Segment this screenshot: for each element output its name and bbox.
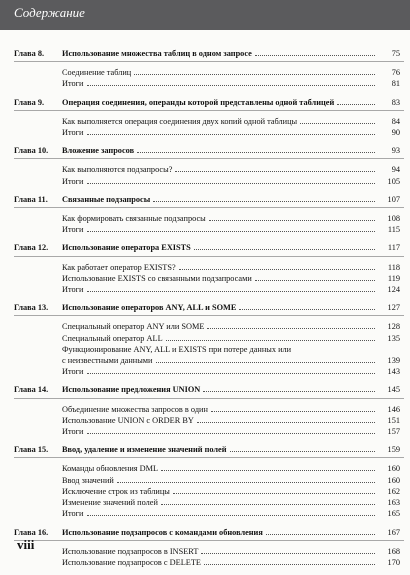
chapter-label: Глава 9. xyxy=(14,97,45,107)
chapter-title-wrap xyxy=(62,444,378,455)
section-entry xyxy=(14,557,404,568)
page-number: viii xyxy=(17,537,35,552)
dot-leader xyxy=(137,152,375,153)
chapter-page: 75 xyxy=(391,49,400,58)
section-entry xyxy=(14,546,404,557)
section-page: 162 xyxy=(387,486,400,496)
section-entry-cont xyxy=(14,355,404,366)
chapter-label: Глава 12. xyxy=(14,243,49,253)
section-title: Как выполняется операция соединения двух копий одной таблицы xyxy=(62,116,298,126)
section-title-wrap xyxy=(62,273,378,284)
section-entry xyxy=(14,415,404,426)
section-title: Исключение строк из таблицы xyxy=(62,486,170,496)
section-entry xyxy=(14,67,404,78)
section-page: 160 xyxy=(387,464,400,474)
dot-leader xyxy=(161,470,375,471)
chapter-rule xyxy=(14,207,404,208)
page-header xyxy=(0,0,410,30)
dot-leader xyxy=(197,422,375,423)
section-title: Как формировать связанные подзапросы xyxy=(62,214,206,224)
chapter-title-wrap xyxy=(62,384,378,395)
chapter-title-wrap xyxy=(62,194,378,205)
section-title: Использование EXISTS со связанными подзапросами xyxy=(62,273,252,283)
toc-chapter xyxy=(14,145,404,187)
section-title: Использование подзапросов в INSERT xyxy=(62,546,199,556)
section-entry xyxy=(14,463,404,474)
section-title-wrap xyxy=(62,127,378,138)
chapter-page: 83 xyxy=(391,97,400,107)
section-title-wrap xyxy=(62,67,378,78)
chapter-title-wrap xyxy=(62,302,378,313)
dot-leader xyxy=(255,55,375,56)
dot-leader xyxy=(156,362,376,363)
section-page: 168 xyxy=(387,546,400,556)
dot-leader xyxy=(179,269,375,270)
chapter-label: Глава 11. xyxy=(14,194,48,204)
dot-leader xyxy=(166,340,375,341)
chapter-rule xyxy=(14,110,404,111)
chapter-entry xyxy=(14,145,404,156)
chapter-title: Использование множества таблиц в одном запросе xyxy=(62,49,252,58)
section-page: 119 xyxy=(387,273,400,283)
chapter-page: 167 xyxy=(387,527,400,537)
chapter-page: 159 xyxy=(387,445,400,455)
section-title: Как выполняются подзапросы? xyxy=(62,165,173,175)
section-title: Итоги xyxy=(62,225,84,235)
dot-leader xyxy=(204,564,375,565)
section-page: 128 xyxy=(387,322,400,332)
dot-leader xyxy=(239,309,375,310)
section-page: 84 xyxy=(391,116,400,126)
section-title-wrap xyxy=(62,426,378,437)
section-title: Специальный оператор ANY или SOME xyxy=(62,322,205,332)
chapter-rule xyxy=(14,315,404,316)
section-entry xyxy=(14,333,404,344)
chapter-entry xyxy=(14,194,404,205)
section-title: Итоги xyxy=(62,176,84,186)
section-title-wrap xyxy=(62,213,378,224)
dot-leader xyxy=(300,123,375,124)
section-title-wrap xyxy=(62,497,378,508)
section-title-wrap xyxy=(62,404,378,415)
section-title: Как работает оператор EXISTS? xyxy=(62,262,176,272)
chapter-entry xyxy=(14,444,404,455)
section-title-wrap xyxy=(62,557,378,568)
section-page: 170 xyxy=(387,557,400,567)
section-title-wrap xyxy=(62,284,378,295)
chapter-title-wrap xyxy=(62,145,378,156)
dot-leader xyxy=(87,515,376,516)
section-page: 165 xyxy=(387,509,400,519)
section-page: 160 xyxy=(387,475,400,485)
chapter-entry xyxy=(14,97,404,108)
section-title-wrap xyxy=(62,546,378,557)
dot-leader xyxy=(161,504,375,505)
chapter-label: Глава 16. xyxy=(14,527,49,537)
dot-leader xyxy=(87,291,376,292)
section-entry xyxy=(14,475,404,486)
dot-leader xyxy=(194,249,375,250)
section-page: 151 xyxy=(387,415,400,425)
chapter-page: 127 xyxy=(387,303,400,313)
dot-leader xyxy=(175,171,375,172)
section-entry xyxy=(14,486,404,497)
section-title: Итоги xyxy=(62,427,84,437)
section-title: Итоги xyxy=(62,285,84,295)
section-entry xyxy=(14,321,404,332)
section-title-wrap xyxy=(62,224,378,235)
section-title-wrap xyxy=(62,164,378,175)
section-page: 94 xyxy=(391,165,400,175)
chapter-title: Использование подзапросов с командами обновления xyxy=(62,527,263,537)
toc-chapter xyxy=(14,194,404,236)
section-entry xyxy=(14,366,404,377)
section-title-wrap xyxy=(62,333,378,344)
section-title-wrap xyxy=(62,475,378,486)
chapter-rule xyxy=(14,540,404,541)
section-entry xyxy=(14,127,404,138)
section-entry xyxy=(14,213,404,224)
section-entry xyxy=(14,404,404,415)
section-title-wrap xyxy=(62,463,378,474)
section-title: Изменение значений полей xyxy=(62,498,158,508)
dot-leader xyxy=(87,183,376,184)
toc-chapter xyxy=(14,302,404,377)
chapter-title: Ввод, удаление и изменение значений полей xyxy=(62,445,227,455)
section-title-cont: с неизвестными данными xyxy=(62,356,153,366)
section-page: 118 xyxy=(387,262,400,272)
section-page: 163 xyxy=(387,498,400,508)
toc-chapter xyxy=(14,97,404,139)
chapter-page: 107 xyxy=(387,194,400,204)
section-page: 105 xyxy=(387,176,400,186)
section-title: Использование UNION с ORDER BY xyxy=(62,415,194,425)
section-title-wrap xyxy=(62,344,378,355)
section-title: Использование подзапросов с DELETE xyxy=(62,557,201,567)
section-title: Итоги xyxy=(62,79,84,89)
table-of-contents xyxy=(14,48,404,575)
chapter-title-wrap xyxy=(62,97,378,108)
dot-leader xyxy=(203,391,375,392)
section-entry xyxy=(14,508,404,519)
section-title: Специальный оператор ALL xyxy=(62,333,163,343)
section-page: 76 xyxy=(391,68,400,78)
dot-leader xyxy=(87,85,376,86)
chapter-rule xyxy=(14,256,404,257)
chapter-page: 117 xyxy=(387,243,400,253)
toc-chapter xyxy=(14,444,404,519)
section-title-wrap xyxy=(62,321,378,332)
section-title: Соединение таблиц xyxy=(62,68,132,78)
dot-leader xyxy=(87,231,376,232)
chapter-entry xyxy=(14,302,404,313)
dot-leader xyxy=(117,482,375,483)
section-page: 143 xyxy=(387,367,400,377)
section-title: Ввод значений xyxy=(62,475,114,485)
section-page: 139 xyxy=(387,356,400,366)
chapter-title: Использование предложения UNION xyxy=(62,385,201,395)
dot-leader xyxy=(87,373,376,374)
dot-leader xyxy=(266,534,375,535)
toc-chapter xyxy=(14,242,404,295)
chapter-title-wrap xyxy=(62,48,378,59)
chapter-page: 93 xyxy=(391,146,400,156)
section-entry xyxy=(14,164,404,175)
section-entry xyxy=(14,284,404,295)
chapter-title: Использование операторов ANY, ALL и SOME xyxy=(62,303,237,313)
section-title-wrap xyxy=(62,262,378,273)
section-page: 115 xyxy=(387,225,400,235)
dot-leader xyxy=(207,328,375,329)
dot-leader xyxy=(201,553,375,554)
dot-leader xyxy=(173,493,375,494)
section-entry xyxy=(14,273,404,284)
section-title: Итоги xyxy=(62,128,84,138)
section-page: 146 xyxy=(387,404,400,414)
chapter-entry xyxy=(14,242,404,253)
chapter-page: 145 xyxy=(387,385,400,395)
chapter-rule xyxy=(14,398,404,399)
toc-chapter xyxy=(14,527,404,569)
section-entry xyxy=(14,344,404,355)
section-page: 90 xyxy=(391,128,400,138)
chapter-label: Глава 10. xyxy=(14,146,49,156)
header-title: Содержание xyxy=(14,5,85,20)
toc-chapter xyxy=(14,48,404,90)
section-page: 157 xyxy=(387,427,400,437)
chapter-title: Операция соединения, операнды которой представлены одной таблицей xyxy=(62,97,335,107)
chapter-entry xyxy=(14,48,404,59)
section-entry xyxy=(14,176,404,187)
section-page: 81 xyxy=(391,79,400,89)
chapter-title-wrap xyxy=(62,527,378,538)
chapter-entry xyxy=(14,527,404,538)
dot-leader xyxy=(153,201,375,202)
chapter-label: Глава 8. xyxy=(14,49,45,58)
dot-leader xyxy=(230,451,375,452)
section-title: Команды обновления DML xyxy=(62,464,159,474)
section-title: Функционирование ANY, ALL и EXISTS при потере данных или xyxy=(62,344,292,354)
section-title: Объединение множества запросов в один xyxy=(62,404,208,414)
chapter-rule xyxy=(14,61,404,62)
section-title: Итоги xyxy=(62,367,84,377)
dot-leader xyxy=(211,411,375,412)
section-title-wrap xyxy=(62,508,378,519)
section-page: 135 xyxy=(387,333,400,343)
dot-leader xyxy=(134,74,375,75)
chapter-label: Глава 13. xyxy=(14,303,49,313)
section-title-wrap xyxy=(62,486,378,497)
dot-leader xyxy=(209,220,375,221)
chapter-title-wrap xyxy=(62,242,378,253)
chapter-title: Вложение запросов xyxy=(62,146,135,156)
section-entry xyxy=(14,497,404,508)
section-entry xyxy=(14,78,404,89)
chapter-title: Связанные подзапросы xyxy=(62,194,151,204)
section-title-wrap xyxy=(62,366,378,377)
section-title-wrap xyxy=(62,176,378,187)
section-title-wrap xyxy=(62,415,378,426)
chapter-rule xyxy=(14,158,404,159)
toc-chapter xyxy=(14,384,404,437)
section-title-wrap xyxy=(62,116,378,127)
dot-leader xyxy=(337,104,375,105)
section-title-wrap xyxy=(62,355,378,366)
section-entry xyxy=(14,426,404,437)
section-entry xyxy=(14,262,404,273)
dot-leader xyxy=(255,280,375,281)
section-entry xyxy=(14,116,404,127)
section-page: 108 xyxy=(387,214,400,224)
section-title-wrap xyxy=(62,78,378,89)
chapter-title: Использование оператора EXISTS xyxy=(62,243,191,253)
dot-leader xyxy=(87,134,376,135)
chapter-label: Глава 15. xyxy=(14,445,49,455)
chapter-entry xyxy=(14,384,404,395)
section-entry xyxy=(14,224,404,235)
chapter-label: Глава 14. xyxy=(14,385,49,395)
dot-leader xyxy=(87,433,376,434)
section-page: 124 xyxy=(387,285,400,295)
section-title: Итоги xyxy=(62,509,84,519)
chapter-rule xyxy=(14,457,404,458)
